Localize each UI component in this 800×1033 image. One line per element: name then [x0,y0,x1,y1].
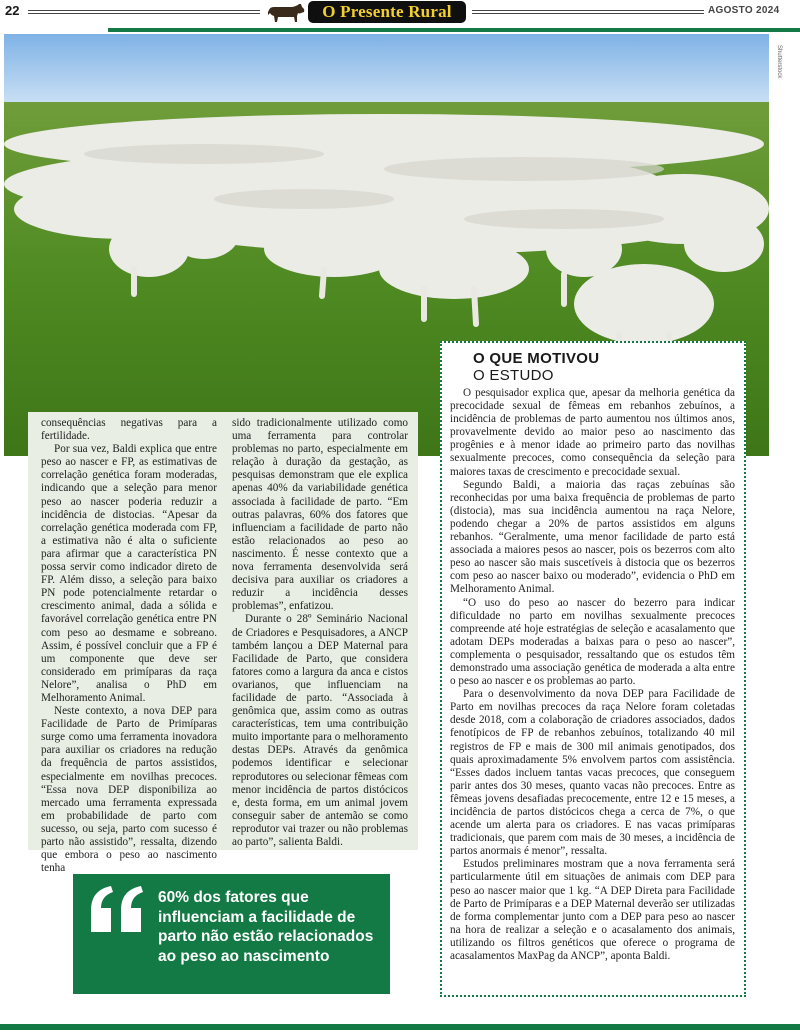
sidebar-paragraph: “O uso do peso ao nascer do bezerro para indicar dificuldade no parto em novilhas sexualmente precoces compreende até hoje estratégias de seleção e acasalamento que adotam DEPs moderadas a baixas para o peso ao nascer”, complementa o pesquisador, ressaltando que os estudos têm demonstrado uma associação genética de moderada a alta entre o peso ao nascer e os problemas ao parto. [450,596,735,688]
article-column-2 [232,417,408,849]
sidebar-content [450,350,735,963]
footer-accent-bar [0,1024,800,1030]
sidebar-text [450,387,735,963]
photo-credit: Shutterstock [776,45,782,79]
sidebar-subtitle: O ESTUDO [473,367,554,384]
sidebar-paragraph: Estudos preliminares mostram que a nova ferramenta será particularmente útil em situações de animais com DEP para peso ao nascer maior que 1 kg. “A DEP Direta para Facilidade de Parto de Primíparas e a DEP Maternal deverão ser utilizadas de forma complementar junto com a DEP para peso ao nascer na hora de realizar a seleção e o acasalamento dos animais, utilizando os filtros genéticos que oferece o programa de acasalamentos MaxPag da ANCP”, aponta Baldi. [450,858,735,963]
article-paragraph: Durante o 28º Seminário Nacional de Criadores e Pesquisadores, a ANCP também lançou a DEP Maternal para Facilidade de Parto, que considera fatores como a largura da anca e cistos ovarianos, que influenciam na facilidade de parto. “Associada à genômica que, assim como as outras características, tem uma contribuição muito importante para o melhoramento destas DEPs. Através da genômica podemos identificar e selecionar reprodutores ou selecionar fêmeas com menor incidência de partos distócicos e, desta forma, em um animal jovem conseguir saber de antemão se como reprodutor vai trazer ou não problemas ao parto”, salienta Baldi. [232,613,408,848]
page-header [0,0,800,26]
pull-quote [73,874,390,994]
edition-date: AGOSTO 2024 [708,5,780,16]
publication-logo: O Presente Rural [308,1,466,23]
pull-quote-text: 60% dos fatores que influenciam a facilidade de parto não estão relacionados ao peso ao nascimento [158,889,374,965]
header-rule-left [28,10,260,14]
article-paragraph: sido tradicionalmente utilizado como uma ferramenta para controlar problemas no parto, especialmente em relação à duração da gestação, as pesquisas demonstram que ele explica apenas 40% da variabilidade genética associada à facilidade de parto. “Em outras palavras, 60% dos fatores que influenciam a facilidade de parto não estão relacionados ao peso ao nascimento. É nesse contexto que a nova ferramenta desenvolvida será decisiva para auxiliar os criadores a reduzir a incidência desses problemas”, enfatizou. [232,417,408,613]
sidebar-title: O QUE MOTIVOU [473,350,600,367]
article-paragraph: consequências negativas para a fertilidade. [41,417,217,443]
article-column-1 [41,417,217,875]
article-paragraph: Neste contexto, a nova DEP para Facilidade de Parto de Primíparas surge como uma ferramenta inovadora para auxiliar os criadores na redução da frequência de partos assistidos, especialmente em novilhas precoces. “Essa nova DEP disponibiliza ao mercado uma ferramenta expressada em probabilidade de parto com sucesso, ou seja, parto com sucesso é parto não assistido”, ressalta, dizendo que embora o peso ao nascimento tenha [41,705,217,875]
article-paragraph: Por sua vez, Baldi explica que entre peso ao nascer e FP, as estimativas de correlação genética foram moderadas, indicando que a seleção para menor peso ao nascer poderia reduzir a incidência de distocias. “Apesar da correlação genética moderada com FP, a estimativa não é alta o suficiente para afirmar que a característica PN possa servir como indicador direto de FP. Além disso, a seleção para baixo PN pode potencialmente retardar o crescimento animal, dada a sólida e favorável correlação genética entre PN com peso ao desmame e sobreano. Assim, é possível concluir que a FP é um componente que deve ser considerado em primíparas da raça Nelore”, analisa o PhD em Melhoramento Animal. [41,443,217,704]
sidebar-paragraph: O pesquisador explica que, apesar da melhoria genética da precocidade sexual de fêmeas em rebanhos zebuínos, a incidência de problemas de parto aumentou nos últimos anos, provavelmente devido ao maior peso ao nascimento das progênies e à menor idade ao primeiro parto das novilhas sexualmente precoces, como consequência da seleção para maiores taxas de crescimento e precocidade sexual. [450,387,735,478]
sidebar-paragraph: Para o desenvolvimento da nova DEP para Facilidade de Parto em novilhas precoces da raça Nelore foram coletadas desde 2018, com a colaboração de criadores associados, dados fenotípicos de FP de rebanhos zebuínos, totalizando 40 mil registros de FP e mais de 300 mil animais genotipados, dos quais aproximadamente 5% envolvem partos com assistência. “Esses dados incluem tantas vacas precoces, que conseguem parir antes dos 30 meses, quanto vacas não precoces. Entre as fêmeas jovens desafiadas precocemente, entre 12 e 15 meses, a incidência de partos distócicos chega a cerca de 7%, o que acende um alerta para os criadores. E nas vacas primíparas tradicionais, que parem com mais de 30 meses, a incidência de partos anormais é menor”, ressalta. [450,688,735,858]
quote-mark-icon [87,884,147,934]
cow-icon [266,2,306,24]
header-accent-bar [108,28,800,32]
page-number: 22 [5,3,20,18]
header-rule-right [472,10,704,14]
sidebar-paragraph: Segundo Baldi, a maioria das raças zebuínas são reconhecidas por uma baixa frequência de problemas de parto (distocia), mas sua incidência aumentou na raça Nelore, podendo chegar a 20% de partos assistidos em alguns rebanhos. “Geralmente, uma menor facilidade de parto está associada a maiores pesos ao nascer, pois os bezerros com alto peso ao nascer são mais suscetíveis à distocia que os bezerros com peso ao nascer baixo ou moderado”, evidencia o PhD em Melhoramento Animal. [450,478,735,596]
